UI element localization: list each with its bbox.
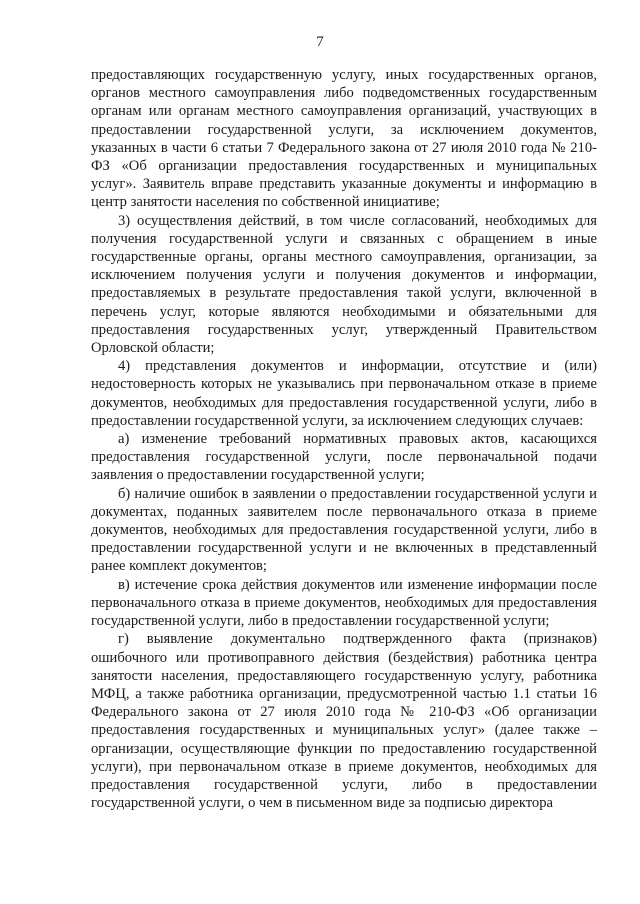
paragraph-item-3: 3) осуществления действий, в том числе согласований, необходимых для получения государственной услуги и связанных с обращением в иные государственные органы, органы местного самоуправления, организации, за исключением получения услуги и получения документов и информации, предоставляемых в результате предоставления такой услуги, включенной в перечень услуг, которые являются необходимыми и обязательными для предоставления государственных услуг, утвержденный Правительством Орловской области; bbox=[91, 212, 597, 357]
subitem-a: а) изменение требований нормативных правовых актов, касающихся предоставления государственной услуги, после первоначальной подачи заявления о предоставлении государственной услуги; bbox=[91, 431, 597, 484]
paragraph: предоставляющих государственную услугу, иных государственных органов, органов местного самоуправления либо подведомственных государственным органам или органам местного самоуправления организаций, участвующих в предоставлении государственной услуги, за исключением документов, указанных в части 6 статьи 7 Федерального закона от 27 июля 2010 года № 210-ФЗ «Об организации предоставления государственных и муниципальных услуг». Заявитель вправе представить указанные документы и информацию в центр занятости населения по собственной инициативе; bbox=[91, 67, 597, 211]
subitem-v: в) истечение срока действия документов или изменение информации после первоначального отказа в приеме документов, необходимых для предоставления государственной услуги, либо в предоставлении государственной услуги; bbox=[91, 576, 597, 630]
document-body bbox=[91, 66, 597, 812]
subitem-b: б) наличие ошибок в заявлении о предоставлении государственной услуги и документах, поданных заявителем после первоначального отказа в приеме документов, необходимых для предоставления государственной услуги, либо в предоставлении государственной услуги и не включенных в представленный ранее комплект документов; bbox=[91, 485, 597, 575]
subitem-g: г) выявление документально подтвержденного факта (признаков) ошибочного или противоправного действия (бездействия) работника центра занятости населения, предоставляющего государственную услугу, работника МФЦ, а также работника организации, предусмотренной частью 1.1 статьи 16 Федерального закона от 27 июля 2010 года № 210-ФЗ «Об организации предоставления государственных и муниципальных услуг» (далее также – организации, осуществляющие функции по предоставлению государственной услуги), при первоначальном отказе в приеме документов, необходимых для предоставления государственной услуги, либо в предоставлении государственной услуги, о чем в письменном виде за подписью директора bbox=[91, 631, 597, 812]
page-number: 7 bbox=[316, 34, 324, 50]
paragraph-item-4: 4) представления документов и информации, отсутствие и (или) недостоверность которых не указывались при первоначальном отказе в приеме документов, необходимых для предоставления государственной услуги, либо в предоставлении государственной услуги, за исключением следующих случаев: bbox=[91, 358, 597, 429]
